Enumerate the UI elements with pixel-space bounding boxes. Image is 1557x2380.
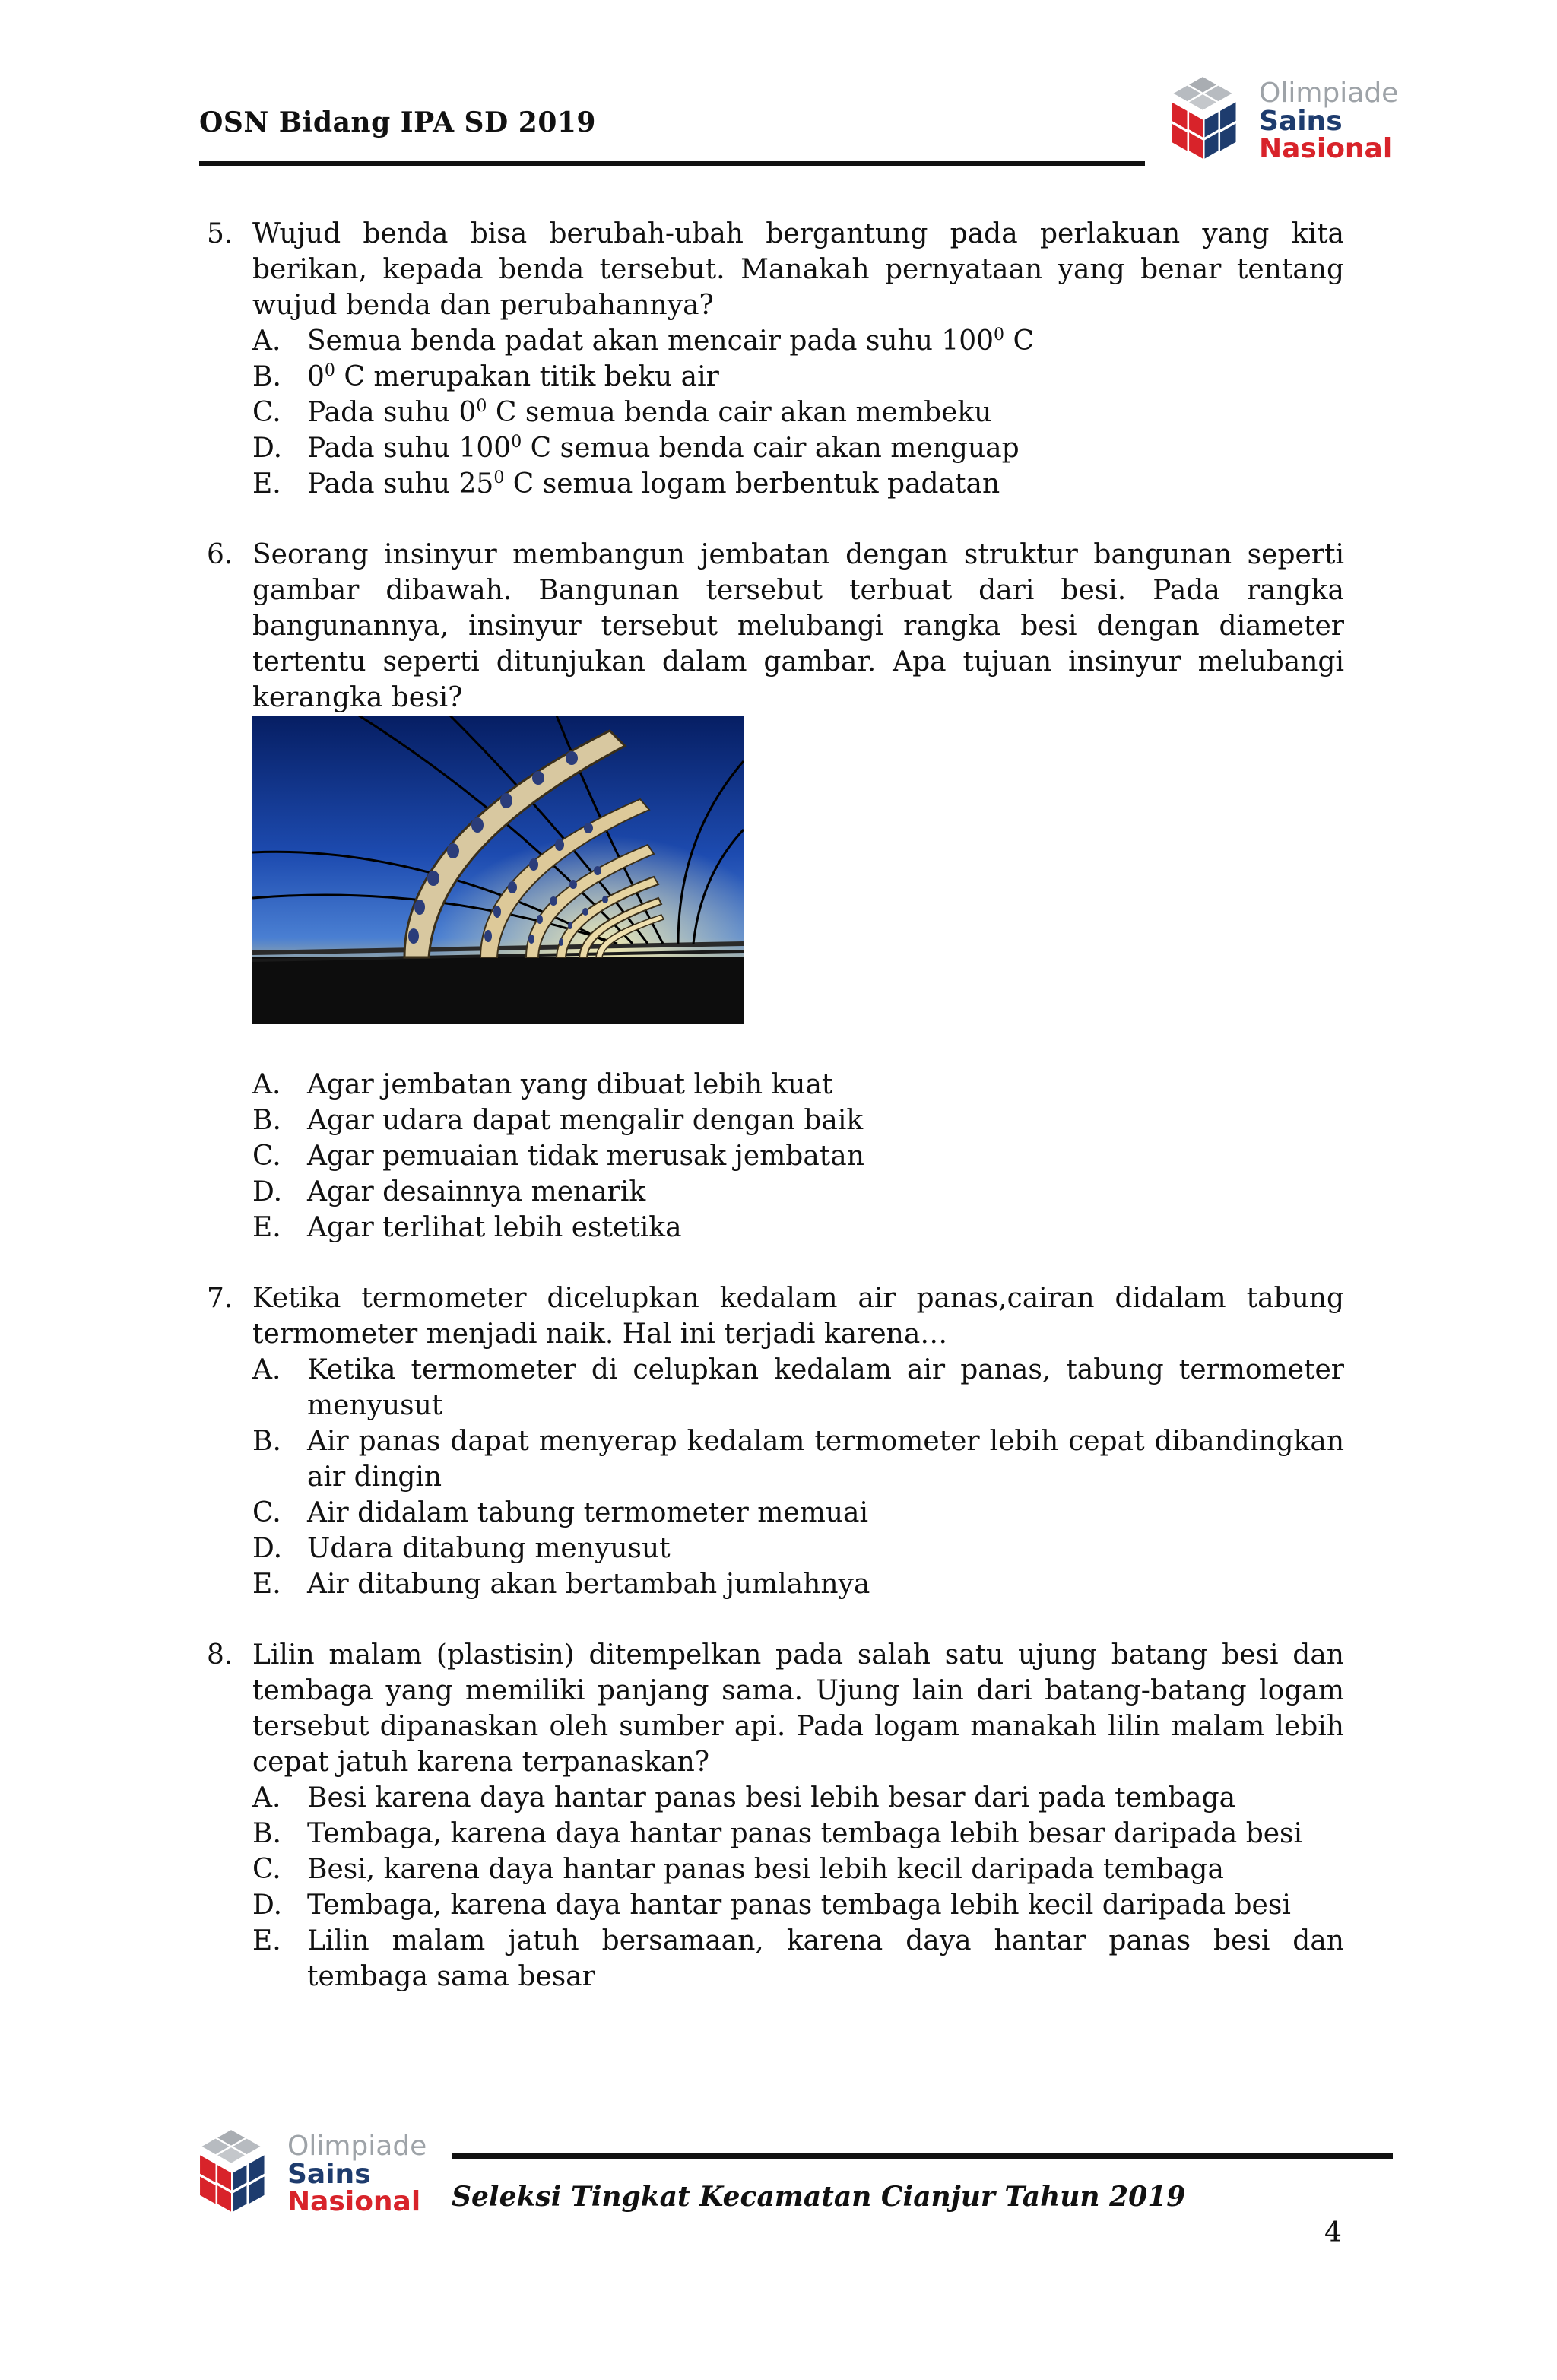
logo-text	[287, 2130, 427, 2218]
option-c	[252, 395, 1344, 430]
question-text: Lilin malam (plastisin) ditempelkan pada salah satu ujung batang besi dan tembaga yang memiliki panjang sama. Ujung lain dari batang-batang logam tersebut dipanaskan oleh sumber api. Pada logam manakah lilin malam lebih cepat jatuh karena terpanaskan?	[252, 1639, 1344, 1778]
option-letter: D.	[252, 1533, 283, 1564]
option-text-unit: C merupakan titik beku air	[335, 361, 719, 392]
option-letter: E.	[252, 468, 281, 500]
option-letter: D.	[252, 433, 283, 464]
option-text: Besi karena daya hantar panas besi lebih besar dari pada tembaga	[307, 1782, 1236, 1814]
question-number: 7.	[207, 1283, 233, 1314]
option-text: Agar terlihat lebih estetika	[307, 1212, 682, 1243]
option-letter: E.	[252, 1212, 281, 1243]
option-letter: E.	[252, 1569, 281, 1600]
option-text: Agar jembatan yang dibuat lebih kuat	[307, 1069, 833, 1100]
option-text: Pada suhu 25	[307, 468, 494, 500]
option-text: Semua benda padat akan mencair pada suhu 100	[307, 325, 994, 357]
option-a	[252, 1780, 1344, 1816]
option-letter: C.	[252, 1141, 281, 1172]
option-text: Pada suhu 0	[307, 397, 477, 428]
header-title: OSN Bidang IPA SD 2019	[199, 106, 596, 138]
bridge-photo	[252, 716, 744, 1024]
degree-superscript: 0	[511, 433, 522, 452]
question-7	[207, 1280, 1344, 1602]
option-text: Agar pemuaian tidak merusak jembatan	[307, 1141, 864, 1172]
question-text: Wujud benda bisa berubah-ubah bergantung pada perlakuan yang kita berikan, kepada benda tersebut. Manakah pernyataan yang benar tentang wujud benda dan perubahannya?	[252, 218, 1344, 321]
option-letter: B.	[252, 1105, 281, 1136]
option-e	[252, 1923, 1344, 1994]
option-b	[252, 359, 1344, 395]
page-number: 4	[1324, 2217, 1342, 2248]
option-a	[252, 323, 1344, 359]
logo-text	[1259, 77, 1399, 165]
degree-superscript: 0	[476, 397, 487, 416]
option-c	[252, 1495, 1344, 1531]
option-letter: B.	[252, 361, 281, 392]
option-letter: C.	[252, 1854, 281, 1885]
logo-line-nasional: Nasional	[1259, 133, 1393, 165]
question-number: 5.	[207, 218, 233, 249]
option-list	[252, 323, 1344, 502]
option-text: Agar udara dapat mengalir dengan baik	[307, 1105, 864, 1136]
option-text: Besi, karena daya hantar panas besi lebih kecil daripada tembaga	[307, 1854, 1224, 1885]
option-e	[252, 466, 1344, 502]
option-text: Air ditabung akan bertambah jumlahnya	[307, 1569, 870, 1600]
question-5	[207, 216, 1344, 502]
option-d	[252, 1174, 1344, 1210]
degree-superscript: 0	[994, 325, 1005, 344]
option-text: Ketika termometer di celupkan kedalam air panas, tabung termometer menyusut	[307, 1354, 1344, 1421]
option-text-unit: C semua benda cair akan menguap	[522, 433, 1020, 464]
option-list	[252, 1352, 1344, 1602]
option-letter: C.	[252, 1497, 281, 1528]
logo-line-sains: Sains	[287, 2158, 371, 2190]
option-c	[252, 1138, 1344, 1174]
option-letter: A.	[252, 1782, 281, 1814]
option-text: Air panas dapat menyerap kedalam termometer lebih cepat dibandingkan air dingin	[307, 1426, 1344, 1493]
option-letter: A.	[252, 325, 281, 357]
question-list	[207, 216, 1344, 1994]
option-letter: E.	[252, 1925, 281, 1956]
option-text: Pada suhu 100	[307, 433, 512, 464]
option-letter: B.	[252, 1426, 281, 1457]
logo-line-nasional: Nasional	[287, 2186, 421, 2218]
question-6	[207, 537, 1344, 1246]
option-letter: A.	[252, 1069, 281, 1100]
degree-superscript: 0	[493, 468, 505, 487]
option-text: 0	[307, 361, 325, 392]
option-a	[252, 1067, 1344, 1103]
option-text: Air didalam tabung termometer memuai	[307, 1497, 869, 1528]
option-list	[252, 1067, 1344, 1246]
option-list	[252, 1780, 1344, 1994]
cube-logo-icon	[182, 2126, 280, 2223]
option-letter: D.	[252, 1890, 283, 1921]
option-a	[252, 1352, 1344, 1423]
option-d	[252, 1887, 1344, 1923]
question-8	[207, 1637, 1344, 1994]
option-b	[252, 1103, 1344, 1138]
question-text: Ketika termometer dicelupkan kedalam air panas,cairan didalam tabung termometer menjadi naik. Hal ini terjadi karena…	[252, 1283, 1344, 1350]
option-d	[252, 430, 1344, 466]
option-e	[252, 1566, 1344, 1602]
question-number: 8.	[207, 1639, 233, 1671]
option-text: Tembaga, karena daya hantar panas tembaga lebih besar daripada besi	[307, 1818, 1303, 1849]
option-d	[252, 1531, 1344, 1566]
question-text: Seorang insinyur membangun jembatan dengan struktur bangunan seperti gambar dibawah. Bangunan tersebut terbuat dari besi. Pada rangka bangunannya, insinyur tersebut melubangi rangka besi dengan diameter tertentu seperti ditunjukan dalam gambar. Apa tujuan insinyur melubangi kerangka besi?	[252, 539, 1344, 713]
option-text-unit: C semua benda cair akan membeku	[487, 397, 992, 428]
option-b	[252, 1816, 1344, 1852]
osn-logo-footer	[182, 2126, 427, 2223]
option-text: Tembaga, karena daya hantar panas tembaga lebih kecil daripada besi	[307, 1890, 1291, 1921]
option-text: Udara ditabung menyusut	[307, 1533, 671, 1564]
logo-line-olimpiade: Olimpiade	[1259, 77, 1399, 109]
logo-line-sains: Sains	[1259, 105, 1343, 137]
option-text-unit: C semua logam berbentuk padatan	[504, 468, 1000, 500]
cube-logo-icon	[1154, 73, 1251, 170]
question-number: 6.	[207, 539, 233, 570]
option-text-unit: C	[1004, 325, 1035, 357]
option-letter: D.	[252, 1176, 283, 1207]
option-text: Agar desainnya menarik	[307, 1176, 646, 1207]
option-letter: A.	[252, 1354, 281, 1385]
logo-line-olimpiade: Olimpiade	[287, 2130, 427, 2162]
header-rule	[199, 161, 1145, 166]
bridge-arch-image	[252, 716, 744, 1024]
footer-rule	[452, 2153, 1393, 2159]
option-e	[252, 1210, 1344, 1246]
osn-logo-header	[1154, 73, 1398, 170]
footer-text: Seleksi Tingkat Kecamatan Cianjur Tahun 2019	[452, 2181, 1186, 2213]
option-letter: B.	[252, 1818, 281, 1849]
degree-superscript: 0	[324, 361, 335, 380]
option-c	[252, 1852, 1344, 1887]
option-text: Lilin malam jatuh bersamaan, karena daya hantar panas besi dan tembaga sama besar	[307, 1925, 1344, 1992]
option-b	[252, 1423, 1344, 1495]
option-letter: C.	[252, 397, 281, 428]
